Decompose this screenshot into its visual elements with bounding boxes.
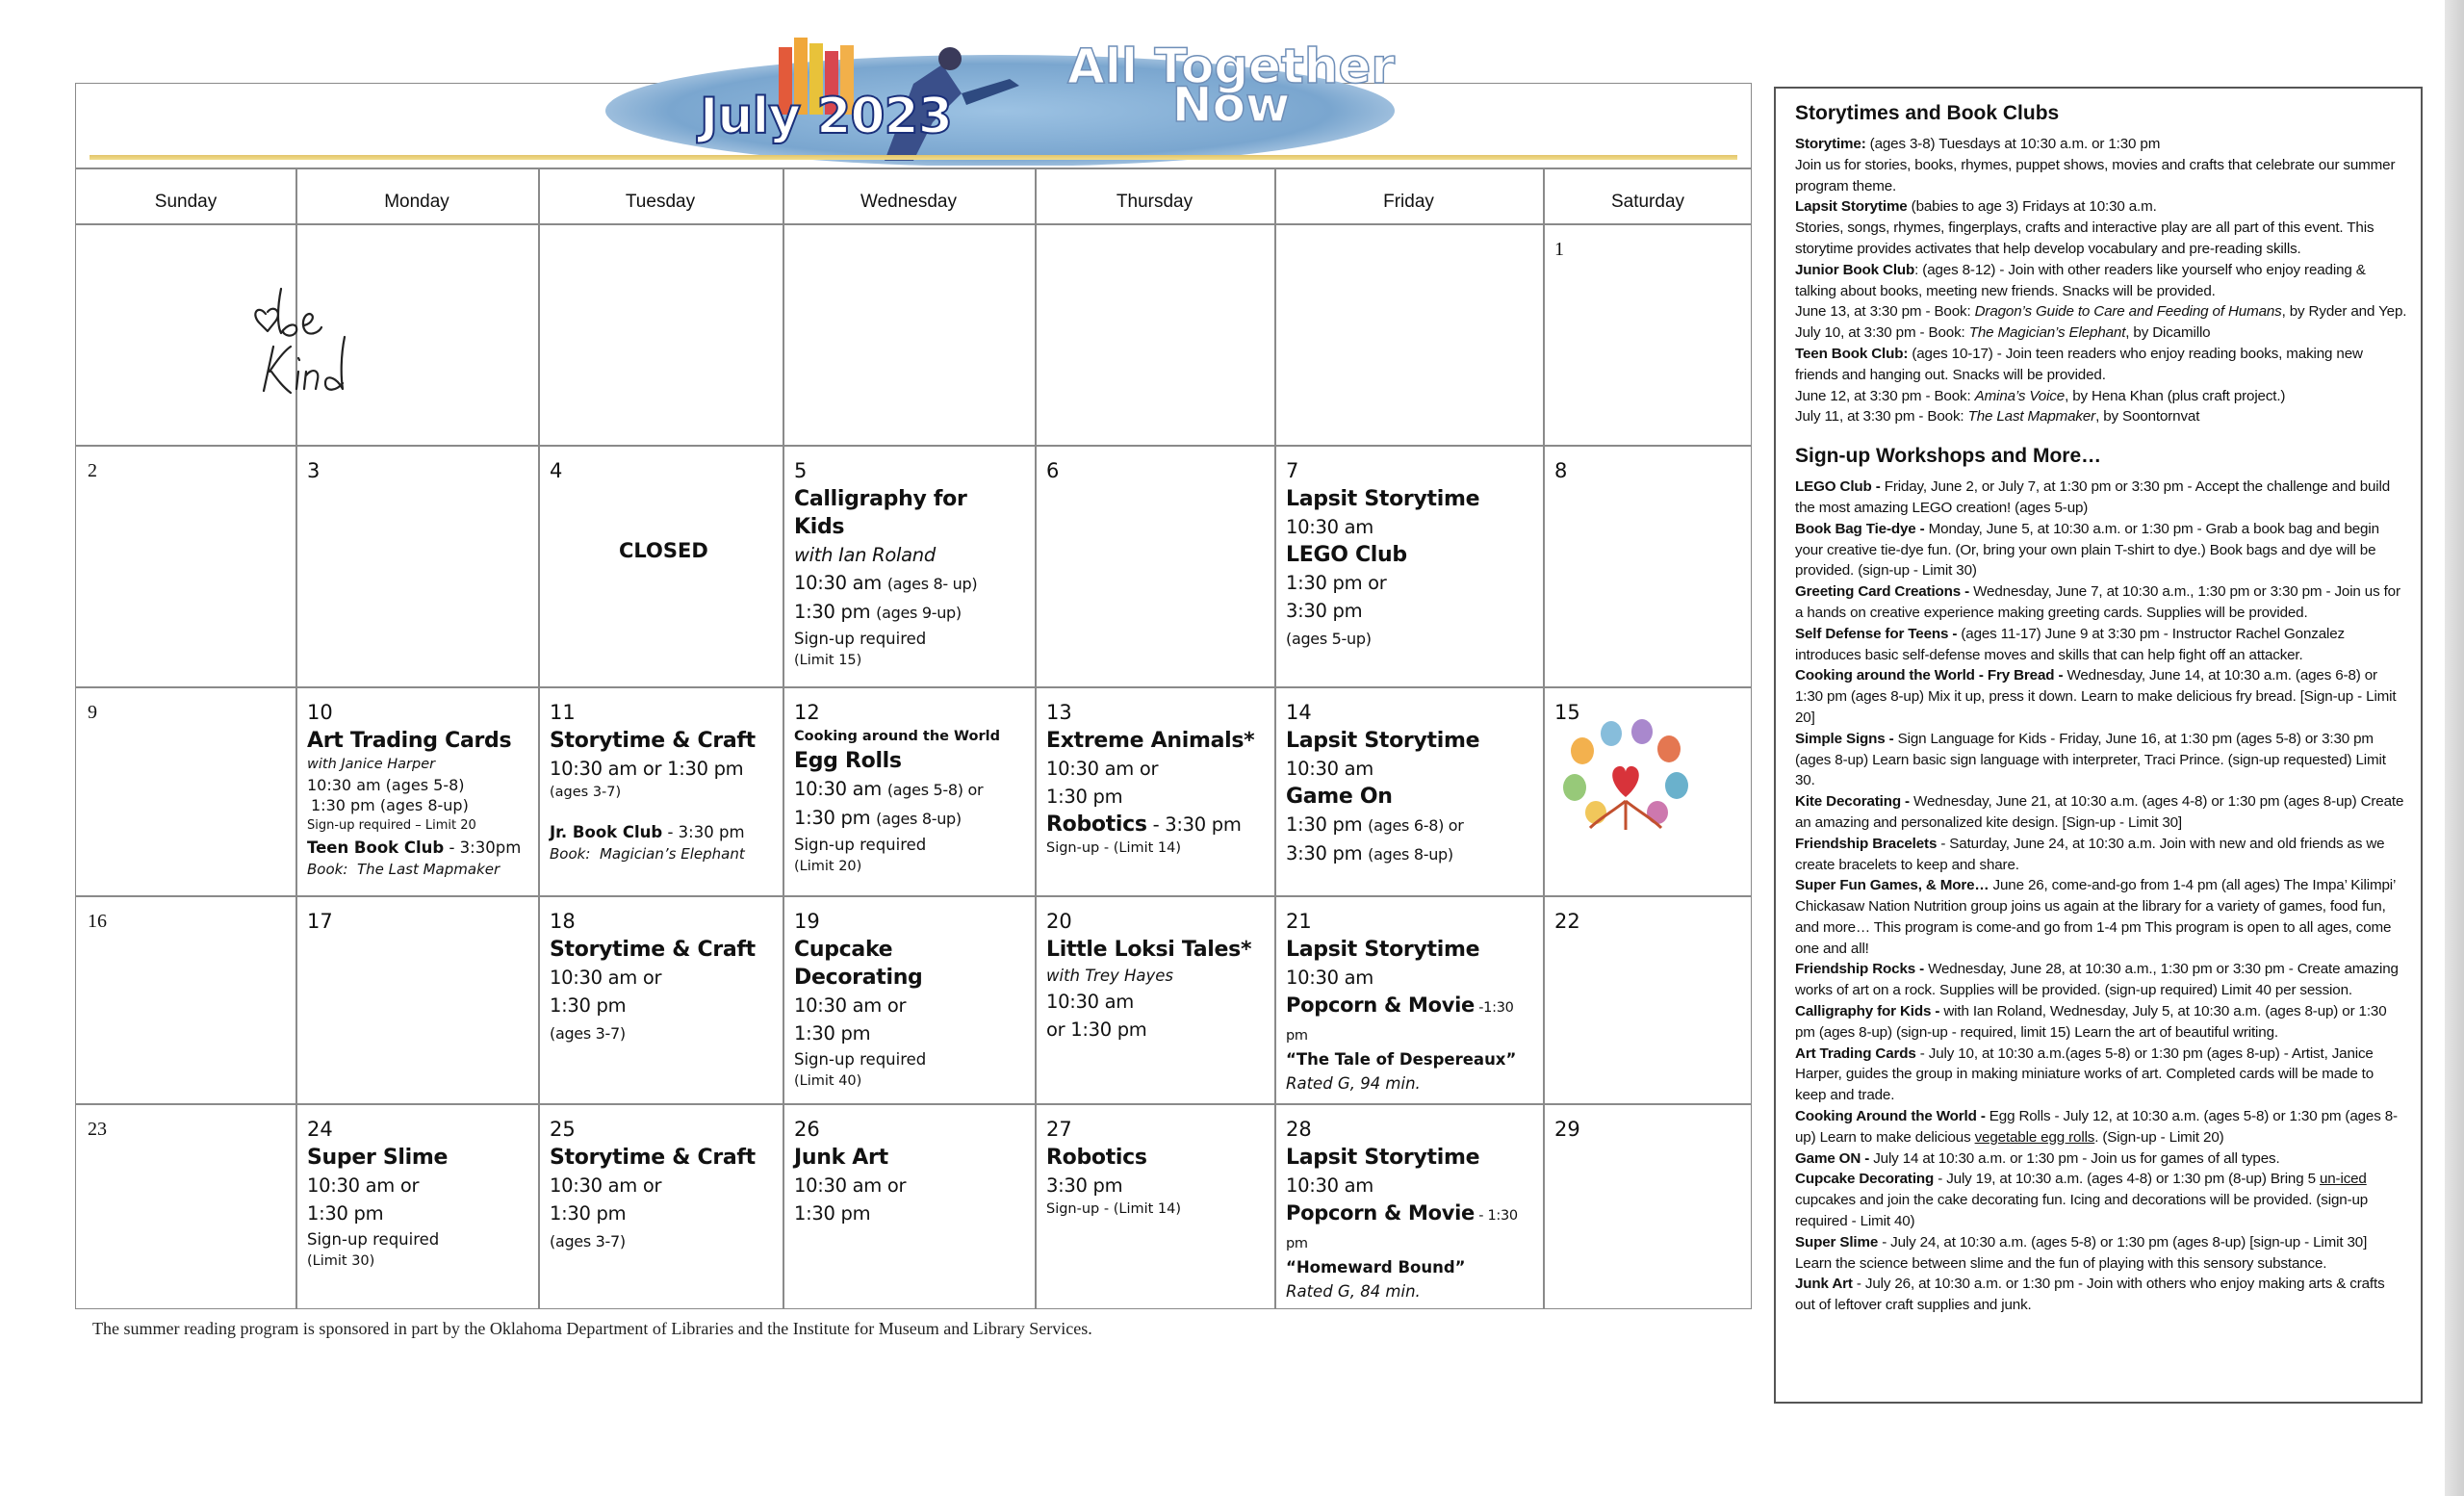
workshop-text: - July 24, at 10:30 a.m. (ages 5-8) or 1:30 pm (ages 8-up) [sign-up - Limit 30] Learn the science between slime and the fun of playing with this sensory substance.: [1795, 1233, 2368, 1272]
workshop-entry: [1795, 1169, 2407, 1231]
event-time: 1:30 pm or: [1286, 572, 1387, 594]
event-title: Storytime & Craft: [550, 729, 756, 753]
day-number: 16: [88, 911, 107, 932]
event-time: 10:30 am: [1286, 758, 1373, 780]
day-number: 11: [550, 701, 576, 724]
workshop-emphasis: vegetable egg rolls: [1974, 1128, 2095, 1146]
day-cell: [1035, 1103, 1274, 1309]
movie-title: “The Tale of Despereaux”: [1286, 1050, 1517, 1069]
event-title: Super Slime: [307, 1146, 449, 1170]
signup-note: Sign-up required: [794, 630, 927, 648]
program-name: Lapsit Storytime: [1795, 198, 1908, 216]
book-club-time: - 3:30 pm: [662, 823, 745, 841]
program-name: Storytime:: [1795, 136, 1866, 152]
day-number: 1: [1554, 239, 1564, 260]
event-time: 10:30 am or: [794, 1174, 907, 1197]
book-date: July 11, at 3:30 pm - Book:: [1795, 408, 1968, 426]
day-cell: [295, 686, 538, 895]
event-title: Popcorn & Movie: [1286, 1201, 1475, 1225]
program-description: Stories, songs, rhymes, fingerplays, crafts and interactive play are all part of this event. This storytime provides activates that help develop vocabulary and pre-reading skills.: [1795, 219, 2374, 257]
workshop-name: Calligraphy for Kids -: [1795, 1003, 1940, 1020]
age-range: (ages 5-8) or: [886, 781, 984, 799]
event-time: 10:30 am or: [550, 1174, 662, 1197]
event-time: 1:30 pm (ages 8-up): [311, 796, 469, 814]
event-title: Game On: [1286, 785, 1393, 809]
signup-note: Sign-up required: [794, 836, 927, 854]
time: 1:30 pm: [794, 601, 871, 623]
age-range: (ages 6-8) or: [1368, 816, 1464, 835]
sponsor-note: The summer reading program is sponsored in part by the Oklahoma Department of Libraries and the Institute for Museum and Library Services.: [92, 1319, 1092, 1338]
program-name: Junior Book Club: [1795, 261, 1915, 278]
event-title: Junk Art: [794, 1146, 888, 1170]
workshop-entry: [1795, 1106, 2407, 1148]
program-entry: [1795, 260, 2407, 302]
day-number: 7: [1286, 459, 1299, 482]
be-kind-handwriting: [248, 279, 402, 424]
age-range: (ages 3-7): [550, 1232, 626, 1251]
event-title: Popcorn & Movie: [1286, 993, 1475, 1017]
book-date: July 10, at 3:30 pm - Book:: [1795, 324, 1969, 342]
event-title: Storytime & Craft: [550, 1146, 756, 1170]
grid-line: [76, 168, 1751, 169]
event-time: 10:30 am or: [794, 994, 907, 1017]
workshop-text: Wednesday, June 28, at 10:30 a.m., 1:30 pm or 3:30 pm - Create amazing works of art on a rock. Supplies will be provided. (sign-up required) Limit 40 per session.: [1795, 961, 2399, 999]
day-cell: [783, 1103, 1035, 1309]
day-cell: [76, 895, 295, 1103]
workshop-text: cupcakes and join the cake decorating fun. Icing and decorations will be provided. (sign-up required - Limit 40): [1795, 1192, 2369, 1230]
signup-note: Sign-up required: [307, 1230, 440, 1249]
day-number: 26: [794, 1118, 820, 1141]
program-text: (ages 3-8) Tuesdays at 10:30 a.m. or 1:30 pm: [1865, 136, 2161, 152]
program-entry: [1795, 134, 2407, 155]
age-range: (ages 8-up): [876, 810, 962, 828]
workshop-text: with Ian Roland, Wednesday, July 5, at 10:30 a.m. (ages 8-up) or 1:30 pm (ages 8-up) (sign-up - required, limit 15) Learn the art of beautiful writing.: [1795, 1003, 2387, 1041]
signup-note: Sign-up - (Limit 14): [1046, 1201, 1182, 1217]
event-time: 3:30 pm: [1046, 1174, 1123, 1197]
workshop-name: Book Bag Tie-dye -: [1795, 520, 1925, 537]
day-number: 27: [1046, 1118, 1072, 1141]
day-cell: [783, 895, 1035, 1103]
book-date: June 12, at 3:30 pm - Book:: [1795, 387, 1975, 404]
time: - 1:30 pm: [1286, 1208, 1518, 1251]
banner: [596, 26, 1424, 166]
workshop-entry: [1795, 875, 2407, 959]
event-title: Little Loksi Tales*: [1046, 938, 1252, 962]
event-line: [1046, 811, 1263, 838]
day-cell: [538, 445, 783, 686]
program-name: Teen Book Club:: [1795, 345, 1909, 362]
signup-note: Sign-up required: [794, 1050, 927, 1069]
day-cell: [76, 1103, 295, 1309]
workshop-name: Cooking Around the World -: [1795, 1108, 1986, 1125]
book-author: , by Soontornvat: [2095, 408, 2200, 426]
day-cell: [295, 895, 538, 1103]
workshop-name: LEGO Club -: [1795, 478, 1881, 496]
day-number: 13: [1046, 701, 1072, 724]
book-title: Dragon’s Guide to Care and Feeding of Humans: [1974, 303, 2282, 321]
event-time: [1286, 811, 1531, 839]
event-title: Lapsit Storytime: [1286, 938, 1480, 962]
event-time: 1:30 pm: [794, 1202, 871, 1225]
day-number: 21: [1286, 910, 1312, 933]
age-range: (ages 3-7): [550, 1024, 626, 1043]
day-cell: [1274, 1103, 1543, 1309]
book-title: The Last Mapmaker: [356, 861, 500, 878]
workshop-name: Super Fun Games, & More…: [1795, 877, 1989, 894]
time: - 3:30 pm: [1146, 813, 1242, 836]
book-label: Book:: [550, 845, 591, 863]
dayname-thursday: Thursday: [1116, 192, 1194, 212]
day-cell: [1543, 445, 1753, 686]
calendar-header: [76, 39, 1751, 168]
workshop-name: Junk Art: [1795, 1276, 1853, 1293]
book-label: Book:: [307, 861, 348, 878]
workshop-name: Game ON -: [1795, 1149, 1870, 1167]
event-time: 10:30 am: [1286, 967, 1373, 989]
event-time: 10:30 am or: [550, 967, 662, 989]
day-cell: [76, 445, 295, 686]
workshop-text: - July 26, at 10:30 a.m. or 1:30 pm - Join with others who enjoy making arts & crafts out of leftover craft supplies and junk.: [1795, 1276, 2385, 1314]
day-cell: [1035, 445, 1274, 686]
workshop-name: Self Defense for Teens -: [1795, 625, 1958, 642]
day-number: 24: [307, 1118, 333, 1141]
closed-label: CLOSED: [619, 539, 708, 562]
workshop-entry: [1795, 1001, 2407, 1044]
day-number: 12: [794, 701, 820, 724]
workshop-entry: [1795, 624, 2407, 666]
workshop-entry: [1795, 1274, 2407, 1316]
workshop-text: . (Sign-up - Limit 20): [2094, 1128, 2224, 1146]
day-cell: [76, 686, 295, 895]
event-time: 1:30 pm: [550, 994, 627, 1017]
dayname-wednesday: Wednesday: [860, 192, 957, 212]
program-details-panel: [1774, 87, 2423, 1404]
day-number: 18: [550, 910, 576, 933]
event-presenter: with Trey Hayes: [1046, 967, 1174, 985]
workshop-text: (ages 11-17) June 9 at 3:30 pm - Instructor Rachel Gonzalez introduces basic self-defense moves and skills that can help fight off an attacker.: [1795, 625, 2345, 663]
event-time: or 1:30 pm: [1046, 1019, 1147, 1041]
workshop-entry: [1795, 519, 2407, 581]
workshop-name: Kite Decorating -: [1795, 793, 1910, 811]
workshop-entry: [1795, 959, 2407, 1001]
day-cell: [1543, 895, 1753, 1103]
program-text: (ages 10-17) - Join teen readers who enjoy reading books, making new friends and hanging out. Snacks will be provided.: [1795, 345, 2363, 383]
day-cell: [783, 445, 1035, 686]
workshop-name: Greeting Card Creations -: [1795, 583, 1970, 601]
age-range: (ages 8-up): [1368, 845, 1453, 864]
day-number: 22: [1554, 910, 1580, 933]
day-cell: [1543, 1103, 1753, 1309]
event-title: Lapsit Storytime: [1286, 487, 1480, 511]
workshop-name: Cupcake Decorating: [1795, 1171, 1935, 1188]
event-title: Art Trading Cards: [307, 729, 512, 753]
workshop-text: - Saturday, June 24, at 10:30 a.m. Join with new and old friends as we create bracelets to keep and share.: [1795, 835, 2385, 873]
day-number: 28: [1286, 1118, 1312, 1141]
dayname-friday: Friday: [1383, 192, 1434, 212]
workshop-name: Friendship Rocks -: [1795, 961, 1925, 978]
book-club-time: - 3:30pm: [444, 838, 522, 857]
workshop-name: Friendship Bracelets: [1795, 835, 1938, 852]
event-title: Egg Rolls: [794, 749, 902, 773]
day-number: 6: [1046, 459, 1060, 482]
book-title: Magician’s Elephant: [599, 845, 745, 863]
dayname-sunday: Sunday: [154, 192, 218, 212]
workshop-text: Wednesday, June 7, at 10:30 a.m., 1:30 pm or 3:30 pm - Join us for a hands on creative experience making greeting cards. Supplies will be provided.: [1795, 583, 2400, 621]
event-title: Storytime & Craft: [550, 938, 756, 962]
day-cell: [295, 445, 538, 686]
book-title: The Last Mapmaker: [1967, 408, 2096, 426]
day-number: 25: [550, 1118, 576, 1141]
event-time: 1:30 pm: [550, 1202, 627, 1225]
day-cell: [1035, 686, 1274, 895]
workshop-name: Art Trading Cards: [1795, 1045, 1916, 1062]
day-number: 29: [1554, 1118, 1580, 1141]
age-range: (ages 3-7): [550, 785, 622, 800]
event-line: [1286, 992, 1531, 1047]
day-cell: [538, 1103, 783, 1309]
workshop-text: Sign Language for Kids - Friday, June 16, at 1:30 pm (ages 5-8) or 3:30 pm (ages 8-up) Learn basic sign language with interpreter, Traci Prince. (sign-up requested) Limit 30.: [1795, 730, 2386, 789]
event-time: 10:30 am or: [307, 1174, 420, 1197]
event-time: 3:30 pm: [1286, 600, 1363, 622]
day-cell: [538, 895, 783, 1103]
event-title: Lapsit Storytime: [1286, 1146, 1480, 1170]
workshop-entry: [1795, 791, 2407, 834]
event-time: 10:30 am: [1286, 1174, 1373, 1197]
day-cell: [783, 686, 1035, 895]
event-title: LEGO Club: [1286, 543, 1407, 567]
workshop-text: Friday, June 2, or July 7, at 1:30 pm or 3:30 pm - Accept the challenge and build the most amazing LEGO creation! (ages 5-up): [1795, 478, 2391, 516]
day-number: 17: [307, 910, 333, 933]
book-author: , by Hena Khan (plus craft project.): [2065, 387, 2286, 404]
event-time: 10:30 am or: [1046, 758, 1159, 780]
book-club-name: Jr. Book Club: [550, 823, 663, 841]
book-entry: [1795, 406, 2407, 427]
header-rule: [90, 155, 1737, 160]
event-time: 10:30 am: [1046, 991, 1134, 1013]
event-time: [794, 598, 1023, 627]
movie-title: “Homeward Bound”: [1286, 1258, 1466, 1277]
limit-note: (Limit 30): [307, 1253, 375, 1269]
day-number: 14: [1286, 701, 1312, 724]
workshop-text: Monday, June 5, at 10:30 a.m. or 1:30 pm - Grab a book bag and begin your creative tie-dye fun. (Or, bring your own plain T-shirt to dye.) Book bags and dye will be provided. (sign-up - Limit 30): [1795, 520, 2379, 580]
event-time: [794, 569, 1023, 598]
program-description: Join us for stories, books, rhymes, puppet shows, movies and crafts that celebrate our summer program theme.: [1795, 156, 2396, 194]
book-club-line: [307, 836, 526, 860]
calendar: [75, 39, 1752, 1309]
day-number: 4: [550, 459, 563, 482]
day-number: 5: [794, 459, 808, 482]
day-cell: [538, 686, 783, 895]
program-text: : (ages 8-12) - Join with other readers like yourself who enjoy reading & talking about books, meeting new friends. Snacks will be provided.: [1795, 261, 2366, 299]
event-title: Cupcake Decorating: [794, 938, 923, 990]
day-number: 19: [794, 910, 820, 933]
workshop-text: Egg Rolls - July 12, at 10:30 a.m. (ages 5-8) or 1:30 pm (ages 8-up) Learn to make delicious: [1795, 1108, 2398, 1146]
signup-note: Sign-up - (Limit 14): [1046, 840, 1182, 856]
grid-line: [76, 223, 1751, 225]
section-heading: Sign-up Workshops and More…: [1795, 445, 2102, 468]
handprints-heart-illustration: [1553, 712, 1698, 838]
day-cell: [1274, 445, 1543, 686]
movie-rating: Rated G, 84 min.: [1286, 1282, 1421, 1301]
day-cell: [1274, 686, 1543, 895]
workshop-text: Wednesday, June 21, at 10:30 a.m. (ages 4-8) or 1:30 pm (ages 8-up) Create an amazing and personalized kite design. [Sign-up - Limit 30]: [1795, 793, 2404, 831]
book-entry: [1795, 386, 2407, 407]
workshop-text: June 26, come-and-go from 1-4 pm (all ages) The Impa’ Kilimpi’ Chickasaw Nation Nutrition group joins us again at the library for a variety of games, food fun, and more… This program is come-and go from 1-4 pm This program is open to all ages, come one and all!: [1795, 877, 2396, 957]
day-number: 10: [307, 701, 333, 724]
day-number: 3: [307, 459, 321, 482]
age-range: (ages 5-up): [1286, 630, 1372, 648]
workshop-text: - July 19, at 10:30 a.m. (ages 4-8) or 1:30 pm (8-up) Bring 5: [1934, 1171, 2320, 1188]
day-number: 8: [1554, 459, 1568, 482]
workshop-entry: [1795, 834, 2407, 876]
day-number: 9: [88, 702, 97, 723]
event-presenter: with Janice Harper: [307, 757, 436, 772]
event-time: [794, 775, 1023, 804]
day-cell: [1035, 895, 1274, 1103]
age-range: (ages 9-up): [876, 604, 962, 622]
event-title: Lapsit Storytime: [1286, 729, 1480, 753]
event-time: 10:30 am or 1:30 pm: [550, 758, 744, 780]
day-cell: [1543, 223, 1753, 445]
book-club-line: [550, 820, 771, 844]
day-number: 20: [1046, 910, 1072, 933]
workshop-text: - July 10, at 10:30 a.m.(ages 5-8) or 1:30 pm (ages 8-up) - Artist, Janice Harper, guides the group in making miniature works of art. Completed cards will be made to keep and trade.: [1795, 1045, 2374, 1104]
day-number: 15: [1554, 701, 1580, 724]
workshop-emphasis: un-iced: [2319, 1171, 2367, 1188]
event-time: 1:30 pm: [1046, 786, 1123, 808]
workshop-entry: [1795, 729, 2407, 791]
dayname-monday: Monday: [384, 192, 449, 212]
program-text: (babies to age 3) Fridays at 10:30 a.m.: [1907, 198, 2157, 216]
age-range: (ages 8- up): [886, 575, 978, 593]
page-edge: [2445, 0, 2464, 1496]
workshop-entry: [1795, 1044, 2407, 1106]
event-time: 10:30 am (ages 5-8): [307, 776, 465, 794]
day-cell: [295, 1103, 538, 1309]
limit-note: (Limit 15): [794, 653, 862, 668]
workshop-text: July 14 at 10:30 a.m. or 1:30 pm - Join us for games of all types.: [1869, 1149, 2280, 1167]
banner-title: July 2023: [700, 88, 952, 145]
book-title: Amina’s Voice: [1974, 387, 2066, 404]
event-title: Calligraphy for Kids: [794, 487, 967, 539]
program-entry: [1795, 196, 2407, 218]
event-presenter: with Ian Roland: [794, 544, 936, 566]
workshop-name: Super Slime: [1795, 1233, 1879, 1251]
movie-rating: Rated G, 94 min.: [1286, 1074, 1421, 1093]
book-date: June 13, at 3:30 pm - Book:: [1795, 303, 1975, 321]
book-author: , by Dicamillo: [2125, 324, 2211, 342]
workshop-entry: [1795, 1232, 2407, 1275]
event-time: 1:30 pm: [794, 1022, 871, 1045]
event-time: 10:30 am: [1286, 516, 1373, 538]
workshop-name: Simple Signs -: [1795, 730, 1894, 747]
limit-note: (Limit 40): [794, 1073, 862, 1089]
workshop-entry: [1795, 665, 2407, 728]
section-heading: Storytimes and Book Clubs: [1795, 102, 2060, 124]
workshop-entry: [1795, 1148, 2407, 1170]
event-time: [794, 804, 1023, 833]
workshop-entry: [1795, 581, 2407, 624]
time: 10:30 am: [794, 572, 882, 594]
program-entry: [1795, 344, 2407, 386]
event-title: Extreme Animals*: [1046, 729, 1255, 753]
event-kicker: Cooking around the World: [794, 729, 1000, 744]
book-author: , by Ryder and Yep.: [2281, 303, 2407, 321]
day-number: 23: [88, 1119, 107, 1140]
workshop-name: Cooking around the World - Fry Bread -: [1795, 667, 2064, 684]
time: 1:30 pm: [1286, 813, 1363, 836]
time: 10:30 am: [794, 778, 882, 800]
limit-note: (Limit 20): [794, 859, 862, 874]
time: 1:30 pm: [794, 807, 871, 829]
event-time: 1:30 pm: [307, 1202, 384, 1225]
book-line: [550, 844, 771, 864]
event-title: Robotics: [1046, 812, 1147, 837]
workshop-entry: [1795, 477, 2407, 519]
banner-theme: All Together Now: [1067, 39, 1395, 133]
event-line: [1286, 1199, 1531, 1255]
time: 3:30 pm: [1286, 842, 1363, 864]
day-cell: [1274, 895, 1543, 1103]
book-club-name: Teen Book Club: [307, 838, 445, 857]
book-entry: [1795, 301, 2407, 322]
signup-note: Sign-up required – Limit 20: [307, 818, 476, 833]
event-title: Robotics: [1046, 1146, 1147, 1170]
dayname-saturday: Saturday: [1610, 192, 1685, 212]
dayname-tuesday: Tuesday: [625, 192, 696, 212]
event-time: [1286, 839, 1531, 868]
book-line: [307, 860, 526, 880]
day-number: 2: [88, 460, 97, 481]
time: -1:30 pm: [1286, 1000, 1514, 1044]
workshop-text: Wednesday, June 14, at 10:30 a.m. (ages 6-8) or 1:30 pm (ages 8-up) Mix it up, press it down. Learn to make delicious fry bread. [Sign-up - Limit 20]: [1795, 667, 2397, 726]
book-title: The Magician’s Elephant: [1968, 324, 2126, 342]
book-entry: [1795, 322, 2407, 344]
